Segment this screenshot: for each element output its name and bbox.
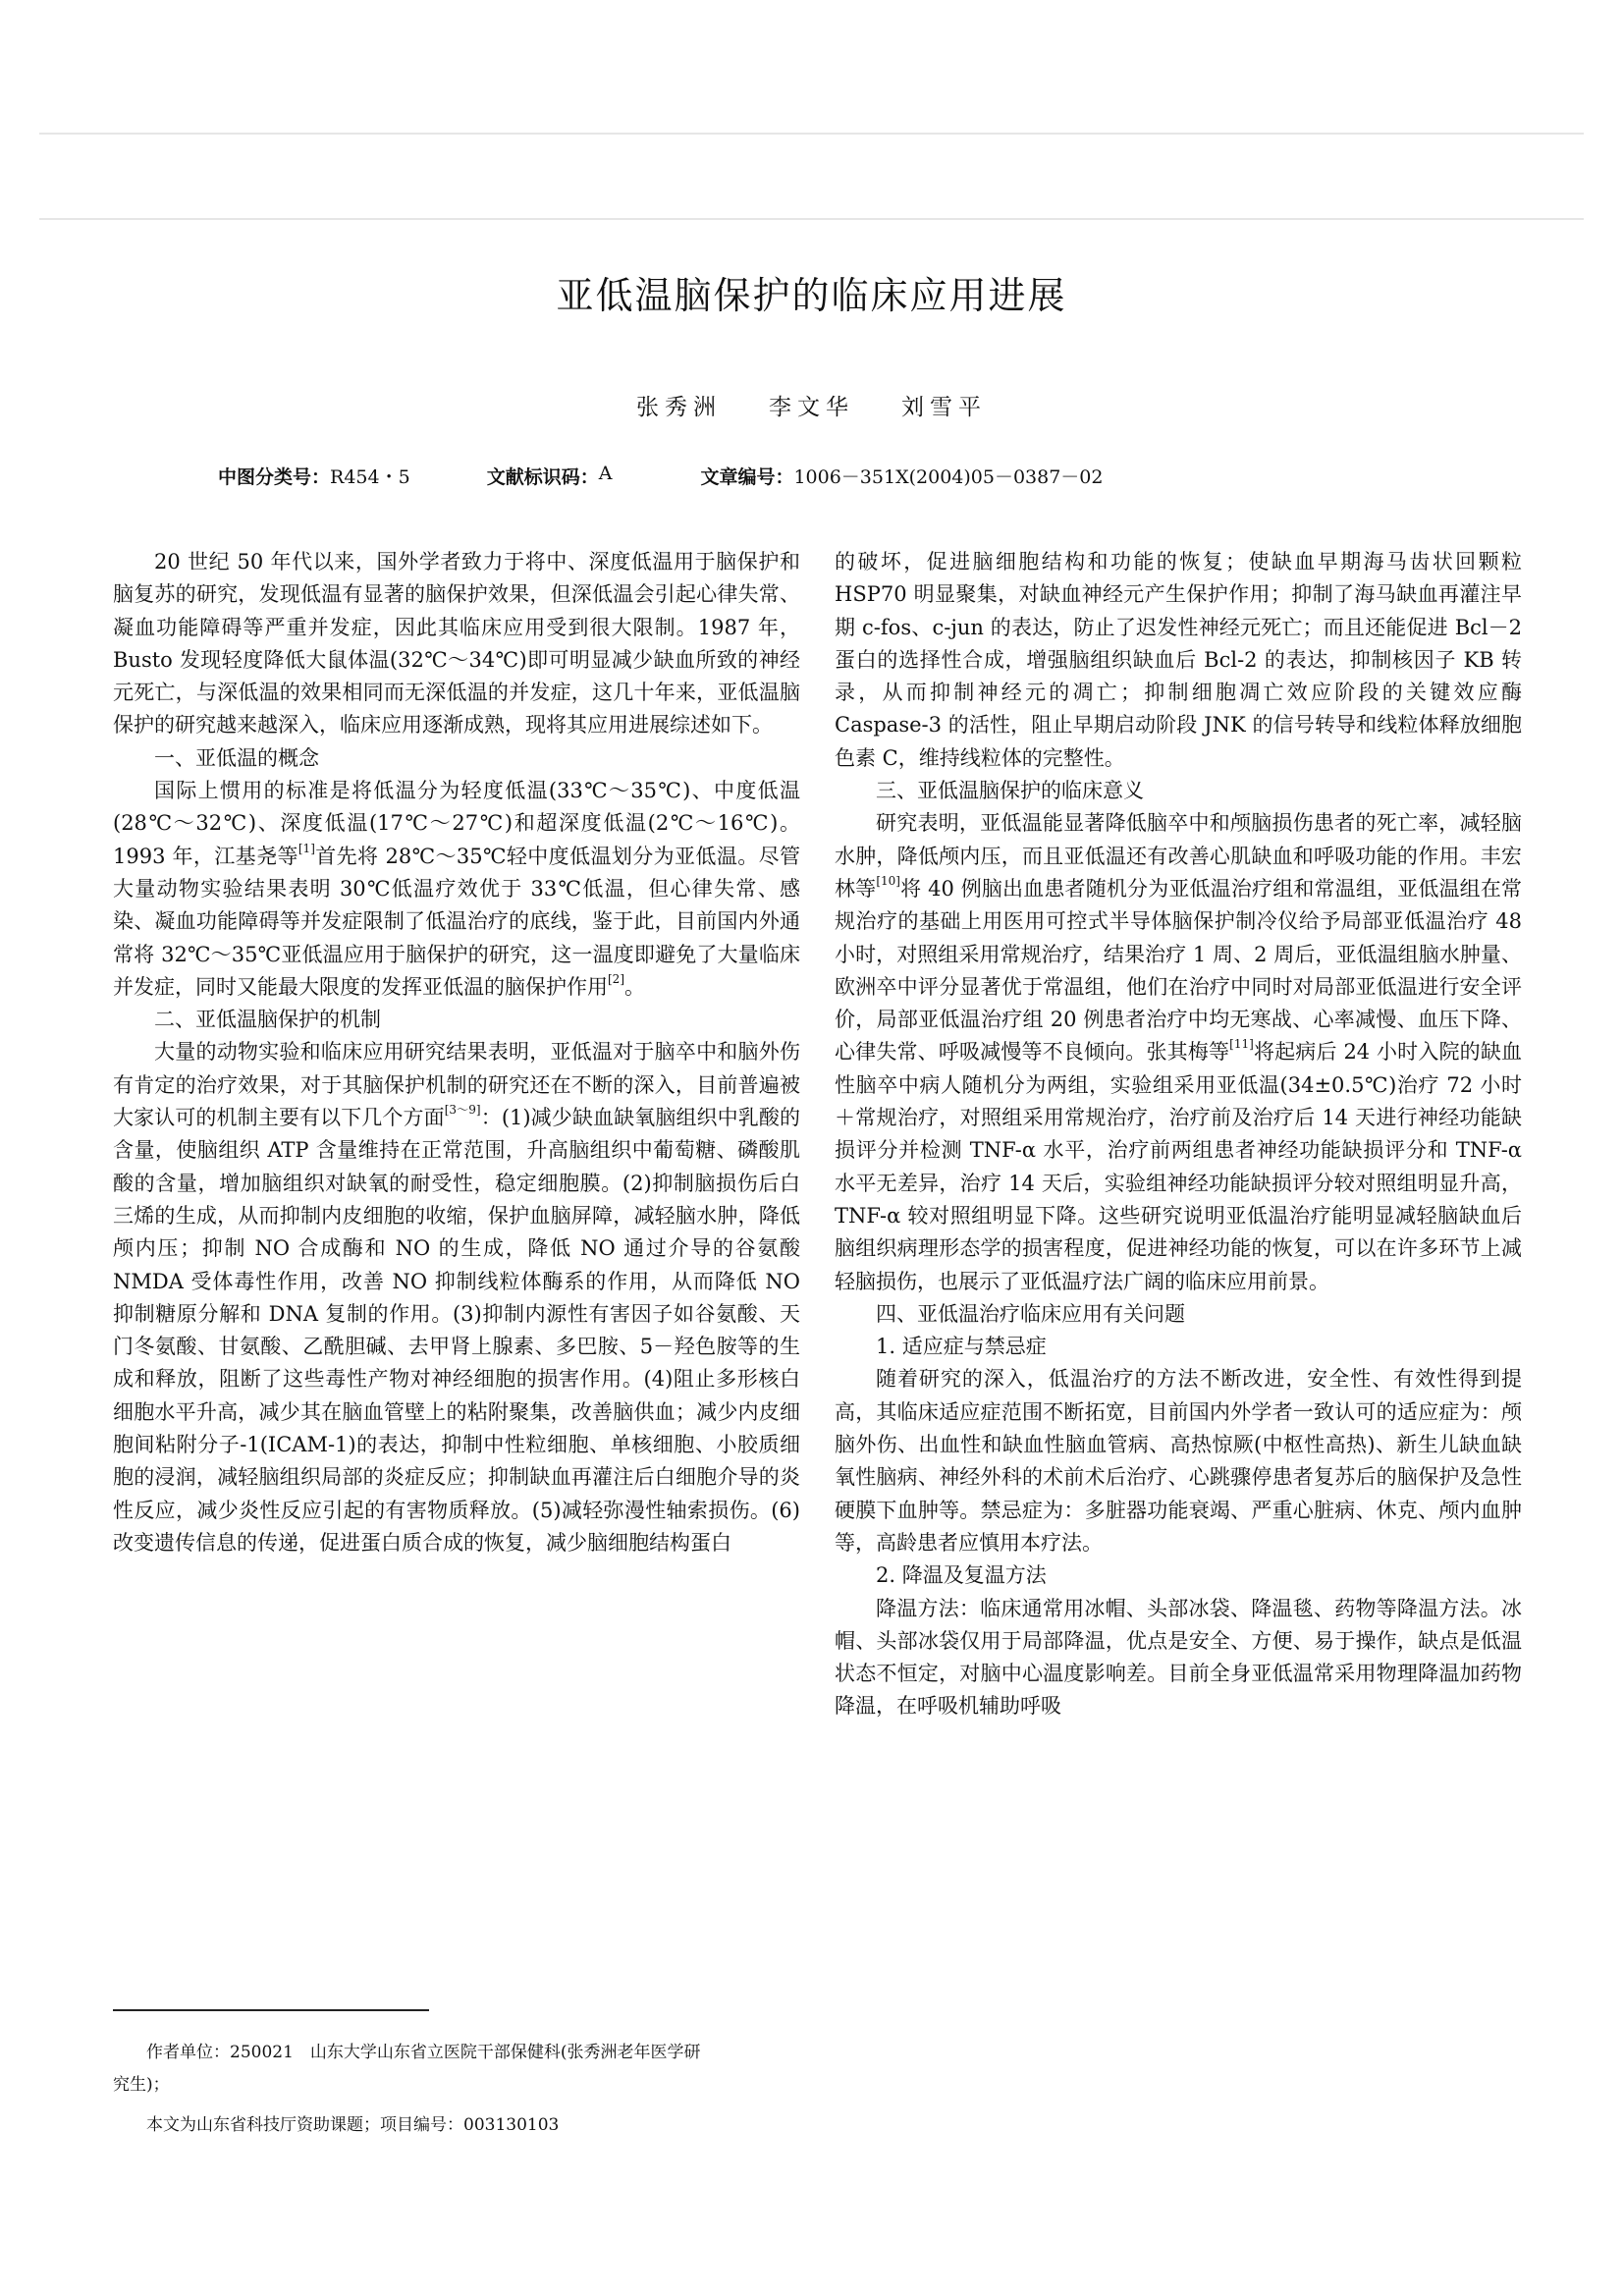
citation-ref: [10] — [876, 874, 900, 889]
citation-ref: [3～9] — [444, 1103, 481, 1118]
body-paragraph — [835, 807, 1522, 1297]
article-number-value: 1006－351X(2004)05－0387－02 — [793, 466, 1104, 488]
author-name: 张秀洲 — [636, 395, 722, 420]
citation-ref: [11] — [1229, 1037, 1254, 1052]
footnote-divider — [113, 2009, 429, 2011]
section-heading: 一、亚低温的概念 — [154, 745, 319, 770]
document-code-label: 文献标识码： — [486, 466, 599, 488]
right-column — [835, 546, 1522, 1723]
body-paragraph: 随着研究的深入，低温治疗的方法不断改进，安全性、有效性得到提高，其临床适应症范围不断拓宽，目前国内外学者一致认可的适应症为：颅脑外伤、出血性和缺血性脑血管病、高热惊厥(中枢性高热)、新生儿缺血缺氧性脑病、神经外科的术前术后治疗、心跳骤停患者复苏后的脑保护及急性硬膜下血肿等。禁忌症为：多脏器功能衰竭、严重心脏病、休克、颅内血肿等，高龄患者应慎用本疗法。 — [835, 1367, 1522, 1555]
scan-edge-line — [39, 133, 1584, 135]
body-text: 将起病后 24 小时入院的缺血性脑卒中病人随机分为两组，实验组采用亚低温(34±0.5℃)治疗 72 小时＋常规治疗，对照组采用常规治疗，治疗前及治疗后 14 天进行神经功能缺损评分并检测 TNF-α 水平，治疗前两组患者神经功能缺损评分和 TNF-α 水平无差异，治疗 14 天后，实验组神经功能缺损评分较对照组明显升高，TNF-α 较对照组明显下降。这些研究说明亚低温治疗能明显减轻脑缺血后脑组织病理形态学的损害程度，促进神经功能的恢复，可以在许多环节上减轻脑损伤，也展示了亚低温疗法广阔的临床应用前景。 — [835, 1040, 1522, 1293]
document-code — [487, 463, 613, 489]
body-text: 将 40 例脑出血患者随机分为亚低温治疗组和常温组，亚低温组在常规治疗的基础上用医用可控式半导体脑保护制冷仪给予局部亚低温治疗 48 小时，对照组采用常规治疗，结果治疗 1 周、2 周后，亚低温组脑水肿量、欧洲卒中评分显著优于常温组，他们在治疗中同时对局部亚低温进行安全评价，局部亚低温治疗组 20 例患者治疗中均无寒战、心率减慢、血压下降、心律失常、呼吸减慢等不良倾向。张其梅等 — [835, 876, 1523, 1065]
body-text: 大量的动物实验和临床应用研究结果表明，亚低温对于脑卒中和脑外伤有肯定的治疗效果，对于其脑保护机制的研究还在不断的深入，目前普遍被大家认可的机制主要有以下几个方面 — [113, 1040, 800, 1130]
article-title: 亚低温脑保护的临床应用进展 — [556, 274, 1067, 317]
author-list — [0, 389, 1623, 421]
body-text: ：(1)减少缺血缺氧脑组织中乳酸的含量，使脑组织 ATP 含量维持在正常范围，升高脑组织中葡萄糖、磷酸肌酸的含量，增加脑组织对缺氧的耐受性，稳定细胞膜。(2)抑制脑损伤后白三烯的生成，从而抑制内皮细胞的收缩，保护血脑屏障，减轻脑水肿，降低颅内压；抑制 NO 合成酶和 NO 的生成，降低 NO 通过介导的谷氨酸 NMDA 受体毒性作用，改善 NO 抑制线粒体酶系的作用，从而降低 NO 抑制糖原分解和 DNA 复制的作用。(3)抑制内源性有害因子如谷氨酸、天门冬氨酸、甘氨酸、乙酰胆碱、去甲肾上腺素、多巴胺、5－羟色胺等的生成和释放，阻断了这些毒性产物对神经细胞的损害作用。(4)阻止多形核白细胞水平升高，减少其在脑血管壁上的粘附聚集，改善脑供血；减少内皮细胞间粘附分子-1(ICAM-1)的表达，抑制中性粒细胞、单核细胞、小胶质细胞的浸润，减轻脑组织局部的炎症反应；抑制缺血再灌注后白细胞介导的炎性反应，减少炎性反应引起的有害物质释放。(5)减轻弥漫性轴索损伤。(6)改变遗传信息的传递，促进蛋白质合成的恢复，减少脑细胞结构蛋白 — [113, 1106, 800, 1555]
citation-ref: [1] — [298, 841, 315, 855]
body-text: 首先将 28℃～35℃轻中度低温划分为亚低温。尽管大量动物实验结果表明 30℃低温疗效优于 33℃低温，但心律失常、感染、凝血功能障碍等并发症限制了低温治疗的底线，鉴于此，目前国内外通常将 32℃～35℃亚低温应用于脑保护的研究，这一温度即避免了大量临床并发症，同时又能最大限度的发挥亚低温的脑保护作用 — [113, 844, 800, 999]
clc-value: R454・5 — [330, 466, 410, 488]
body-text: 研究表明，亚低温能显著降低脑卒中和颅脑损伤患者的死亡率，减轻脑水肿，降低颅内压，而且亚低温还有改善心肌缺血和呼吸功能的作用。丰宏林等 — [835, 811, 1522, 901]
body-paragraph — [113, 1036, 800, 1559]
classification-line — [218, 463, 1298, 489]
section-heading: 三、亚低温脑保护的临床意义 — [876, 779, 1144, 803]
author-affiliation: 作者单位：250021 山东大学山东省立医院干部保健科(张秀洲老年医学研究生)； — [113, 2043, 701, 2095]
scan-edge-line — [39, 218, 1584, 220]
subsection-heading: 1. 适应症与禁忌症 — [876, 1335, 1047, 1359]
article-number-label: 文章编号： — [700, 466, 794, 488]
author-name: 刘雪平 — [901, 395, 987, 420]
article-number — [700, 463, 1103, 489]
author-name: 李文华 — [769, 395, 854, 420]
section-heading: 二、亚低温脑保护的机制 — [154, 1008, 381, 1032]
citation-ref: [2] — [608, 972, 624, 987]
body-text: 。 — [624, 974, 645, 999]
subsection-heading: 2. 降温及复温方法 — [876, 1563, 1047, 1588]
funding-note: 本文为山东省科技厅资助课题；项目编号：003130103 — [146, 2115, 560, 2135]
section-heading: 四、亚低温治疗临床应用有关问题 — [876, 1301, 1185, 1326]
footnotes — [113, 2037, 712, 2142]
body-text: 国际上惯用的标准是将低温分为轻度低温(33℃～35℃)、中度低温(28℃～32℃)、深度低温(17℃～27℃)和超深度低温(2℃～16℃)。1993 年，江基尧等 — [113, 779, 800, 868]
clc-label: 中图分类号： — [218, 466, 331, 488]
clc-number — [218, 463, 410, 489]
left-column — [113, 546, 800, 1559]
document-code-value: A — [598, 463, 613, 484]
body-paragraph: 的破坏，促进脑细胞结构和功能的恢复；使缺血早期海马齿状回颗粒 HSP70 明显聚集，对缺血神经元产生保护作用；抑制了海马缺血再灌注早期 c-fos、c-jun 的表达，防止了迟发性神经元死亡；而且还能促进 Bcl－2 蛋白的选择性合成，增强脑组织缺血后 Bcl-2 的表达，抑制核因子 KB 转录，从而抑制神经元的凋亡；抑制细胞凋亡效应阶段的关键效应酶 Caspase-3 的活性，阻止早期启动阶段 JNK 的信号转导和线粒体释放细胞色素 C，维持线粒体的完整性。 — [835, 550, 1522, 770]
intro-paragraph: 20 世纪 50 年代以来，国外学者致力于将中、深度低温用于脑保护和脑复苏的研究，发现低温有显著的脑保护效果，但深低温会引起心律失常、凝血功能障碍等严重并发症，因此其临床应用受到很大限制。1987 年，Busto 发现轻度降低大鼠体温(32℃～34℃)即可明显减少缺血所致的神经元死亡，与深低温的效果相同而无深低温的并发症，这几十年来，亚低温脑保护的研究越来越深入，临床应用逐渐成熟，现将其应用进展综述如下。 — [113, 550, 800, 738]
body-paragraph: 降温方法：临床通常用冰帽、头部冰袋、降温毯、药物等降温方法。冰帽、头部冰袋仅用于局部降温，优点是安全、方便、易于操作，缺点是低温状态不恒定，对脑中心温度影响差。目前全身亚低温常采用物理降温加药物降温，在呼吸机辅助呼吸 — [835, 1596, 1522, 1719]
body-paragraph — [113, 775, 800, 1004]
